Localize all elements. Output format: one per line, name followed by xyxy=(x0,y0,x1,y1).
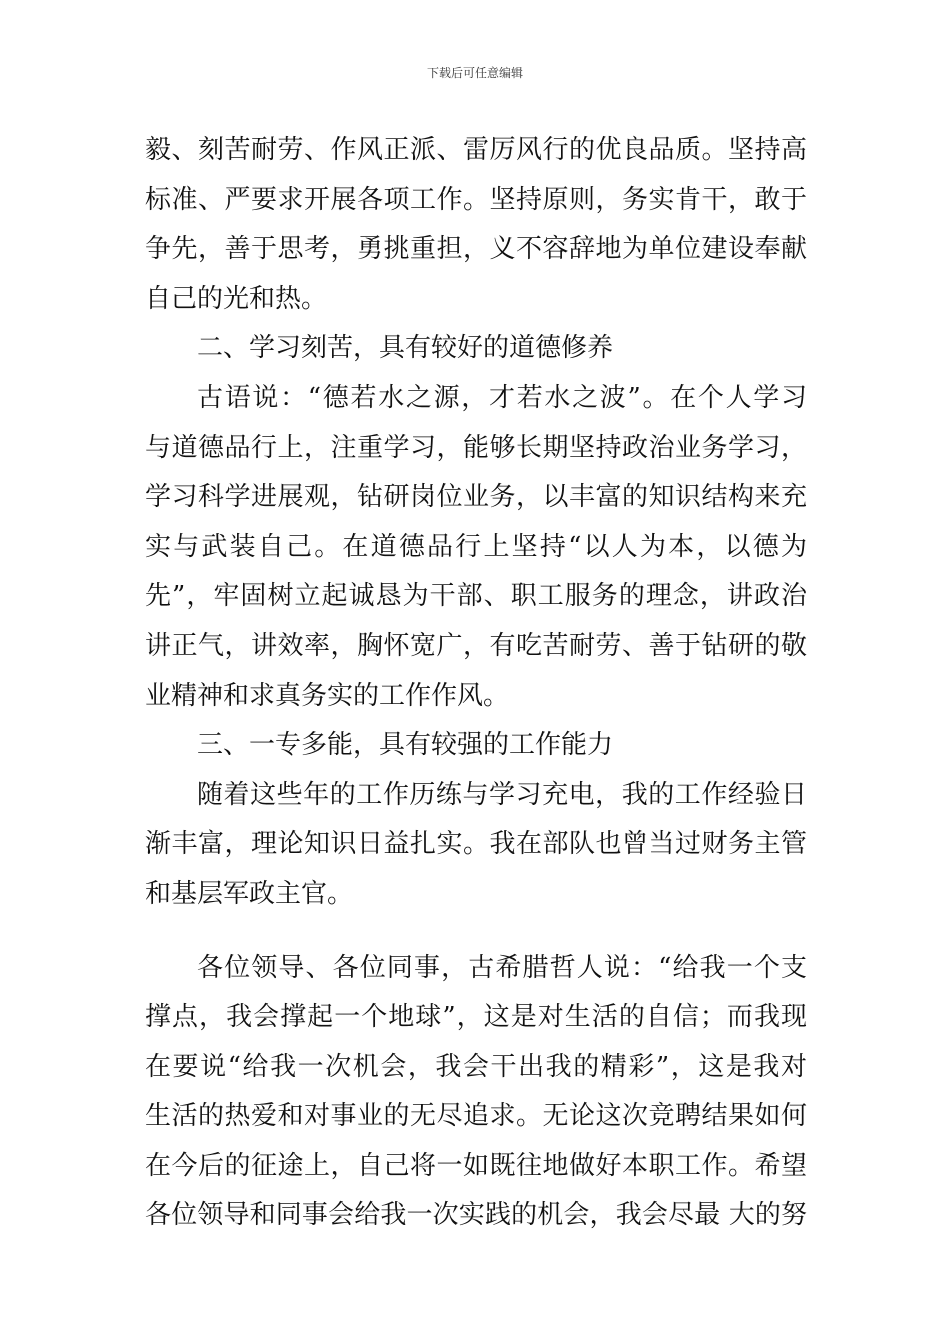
text-line: 各位领导和同事会给我一次实践的机会，我会尽最 大的努 xyxy=(145,1200,807,1231)
text-line: 标准、严要求开展各项工作。坚持原则，务实肯干，敢于 xyxy=(145,184,807,215)
text-line: 生活的热爱和对事业的无尽追求。无论这次竞聘结果如何 xyxy=(145,1101,807,1132)
text-line: 随着这些年的工作历练与学习充电，我的工作经验日 xyxy=(197,779,807,810)
text-line: 业精神和求真务实的工作作风。 xyxy=(145,680,510,711)
text-line: 争先，善于思考，勇挑重担，义不容辞地为单位建设奉献 xyxy=(145,234,807,265)
text-line: 和基层军政主官。 xyxy=(145,878,354,909)
text-line: 自己的光和热。 xyxy=(145,283,328,314)
text-line: 渐丰富，理论知识日益扎实。我在部队也曾当过财务主管 xyxy=(145,829,807,860)
page-header: 下载后可任意编辑 xyxy=(426,66,523,80)
text-line: 毅、刻苦耐劳、作风正派、雷厉风行的优良品质。坚持高 xyxy=(145,135,807,165)
section-heading: 二、学习刻苦，具有较好的道德修养 xyxy=(197,333,614,364)
text-line: 与道德品行上，注重学习，能够长期坚持政治业务学习， xyxy=(145,432,807,463)
text-line: 实与武装自己。在道德品行上坚持“以人为本，以德为 xyxy=(145,531,807,562)
text-line: 在今后的征途上，自己将一如既往地做好本职工作。希望 xyxy=(145,1150,807,1181)
text-line: 学习科学进展观，钻研岗位业务，以丰富的知识结构来充 xyxy=(145,482,807,513)
text-line: 先”，牢固树立起诚恳为干部、职工服务的理念，讲政治 xyxy=(145,581,807,612)
text-line: 讲正气，讲效率，胸怀宽广，有吃苦耐劳、善于钻研的敬 xyxy=(145,630,807,661)
text-line: 各位领导、各位同事，古希腊哲人说：“给我一个支 xyxy=(197,952,807,983)
text-line: 在要说“给我一次机会，我会干出我的精彩”，这是我对 xyxy=(145,1051,807,1082)
text-line: 古语说：“德若水之源，才若水之波”。在个人学习 xyxy=(197,382,807,413)
paragraph-gap xyxy=(145,920,807,944)
document-body xyxy=(145,126,807,1241)
section-heading: 三、一专多能，具有较强的工作能力 xyxy=(197,730,614,761)
text-line: 撑点，我会撑起一个地球”，这是对生活的自信；而我现 xyxy=(145,1002,807,1033)
